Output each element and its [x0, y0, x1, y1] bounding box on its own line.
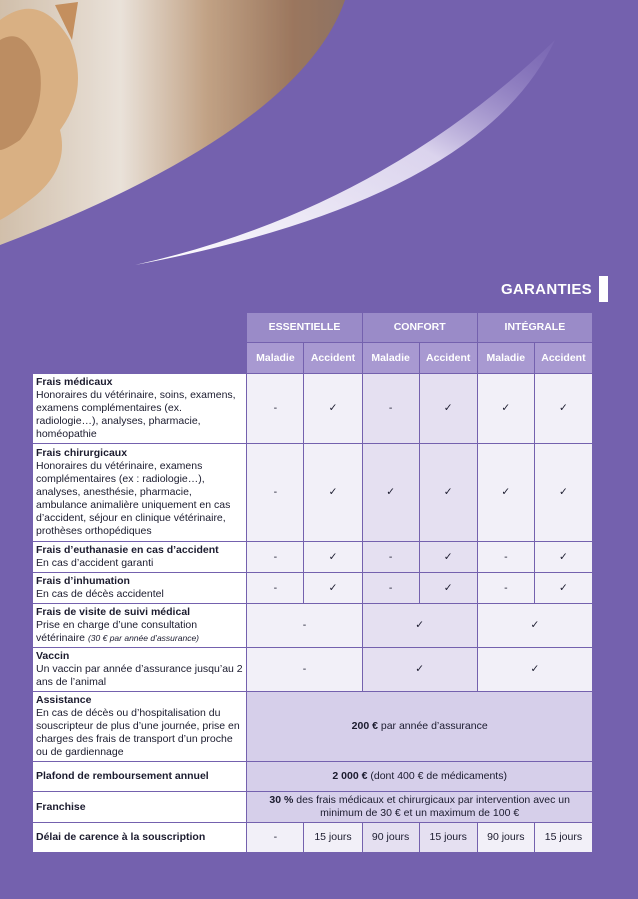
- plan-header-essentielle: ESSENTIELLE: [247, 313, 362, 343]
- row-label: Plafond de remboursement annuel: [33, 762, 247, 792]
- cell: -: [247, 823, 304, 853]
- cell: -: [247, 573, 304, 604]
- subcol-maladie: Maladie: [247, 343, 304, 374]
- cell: ✓: [419, 573, 477, 604]
- row-label: Frais chirurgicaux Honoraires du vétérinaire, examens complémentaires (ex : radiologie…), analyses, anesthésie, pharmacie, ambulance animalière uniquement en cas d’accident, séjour en clinique vétérinaire, prothèses orthopédiques: [33, 444, 247, 542]
- cell: ✓: [419, 374, 477, 444]
- cell: -: [247, 604, 362, 648]
- table-row: [33, 648, 593, 692]
- row-label: Assistance En cas de décès ou d’hospitalisation du souscripteur de plus d’une journée, prise en charges des frais de transport d’un proche ou de gardiennage: [33, 692, 247, 762]
- row-label: Frais d’euthanasie en cas d’accident En cas d’accident garanti: [33, 542, 247, 573]
- cell: -: [477, 573, 534, 604]
- table-row: [33, 444, 593, 542]
- cell: ✓: [304, 444, 362, 542]
- assistance-value: 200 € par année d’assurance: [247, 692, 593, 762]
- table-row: [33, 823, 593, 853]
- cell: ✓: [304, 542, 362, 573]
- cell: -: [362, 573, 419, 604]
- franchise-value: 30 % des frais médicaux et chirurgicaux par intervention avec un minimum de 30 € et un maximum de 100 €: [247, 792, 593, 823]
- hero-dog-photo: [0, 0, 638, 280]
- plafond-value: 2 000 € (dont 400 € de médicaments): [247, 762, 593, 792]
- title-accent-bar: [599, 276, 608, 302]
- cell: 15 jours: [419, 823, 477, 853]
- cell: ✓: [534, 573, 592, 604]
- row-label: Frais de visite de suivi médical Prise en charge d’une consultation vétérinaire (30 € par année d’assurance): [33, 604, 247, 648]
- table-row: [33, 573, 593, 604]
- guarantees-table: [32, 312, 593, 853]
- row-note: (30 € par année d’assurance): [87, 633, 199, 643]
- cell: ✓: [304, 374, 362, 444]
- cell: -: [247, 374, 304, 444]
- table-row: [33, 604, 593, 648]
- row-label: Franchise: [33, 792, 247, 823]
- cell: ✓: [534, 542, 592, 573]
- cell: ✓: [477, 374, 534, 444]
- cell: ✓: [477, 604, 592, 648]
- row-label: Vaccin Un vaccin par année d’assurance jusqu’au 2 ans de l’animal: [33, 648, 247, 692]
- row-label: Frais médicaux Honoraires du vétérinaire, soins, examens, examens complémentaires (ex. radiologie…), analyses, pharmacie, homéopathie: [33, 374, 247, 444]
- table-row: [33, 692, 593, 762]
- cell: ✓: [362, 604, 477, 648]
- subcol-accident: Accident: [534, 343, 592, 374]
- row-label: Frais d’inhumation En cas de décès accidentel: [33, 573, 247, 604]
- cell: ✓: [534, 374, 592, 444]
- cell: ✓: [304, 573, 362, 604]
- subcol-maladie: Maladie: [362, 343, 419, 374]
- subcol-accident: Accident: [304, 343, 362, 374]
- subcol-maladie: Maladie: [477, 343, 534, 374]
- cell: ✓: [477, 444, 534, 542]
- cell: ✓: [477, 648, 592, 692]
- cell: 90 jours: [362, 823, 419, 853]
- cell: ✓: [362, 648, 477, 692]
- subcol-accident: Accident: [419, 343, 477, 374]
- row-label: Délai de carence à la souscription: [33, 823, 247, 853]
- cell: 90 jours: [477, 823, 534, 853]
- cell: -: [247, 542, 304, 573]
- cell: ✓: [419, 444, 477, 542]
- section-title: GARANTIES: [500, 281, 592, 298]
- cell: -: [247, 648, 362, 692]
- plan-header-integrale: INTÉGRALE: [477, 313, 592, 343]
- cell: -: [362, 374, 419, 444]
- cell: 15 jours: [304, 823, 362, 853]
- cell: 15 jours: [534, 823, 592, 853]
- cell: ✓: [362, 444, 419, 542]
- table-row: [33, 762, 593, 792]
- table-row: [33, 792, 593, 823]
- cell: -: [477, 542, 534, 573]
- cell: -: [362, 542, 419, 573]
- cell: ✓: [534, 444, 592, 542]
- plan-header-confort: CONFORT: [362, 313, 477, 343]
- table-row: [33, 374, 593, 444]
- cell: -: [247, 444, 304, 542]
- table-row: [33, 542, 593, 573]
- cell: ✓: [419, 542, 477, 573]
